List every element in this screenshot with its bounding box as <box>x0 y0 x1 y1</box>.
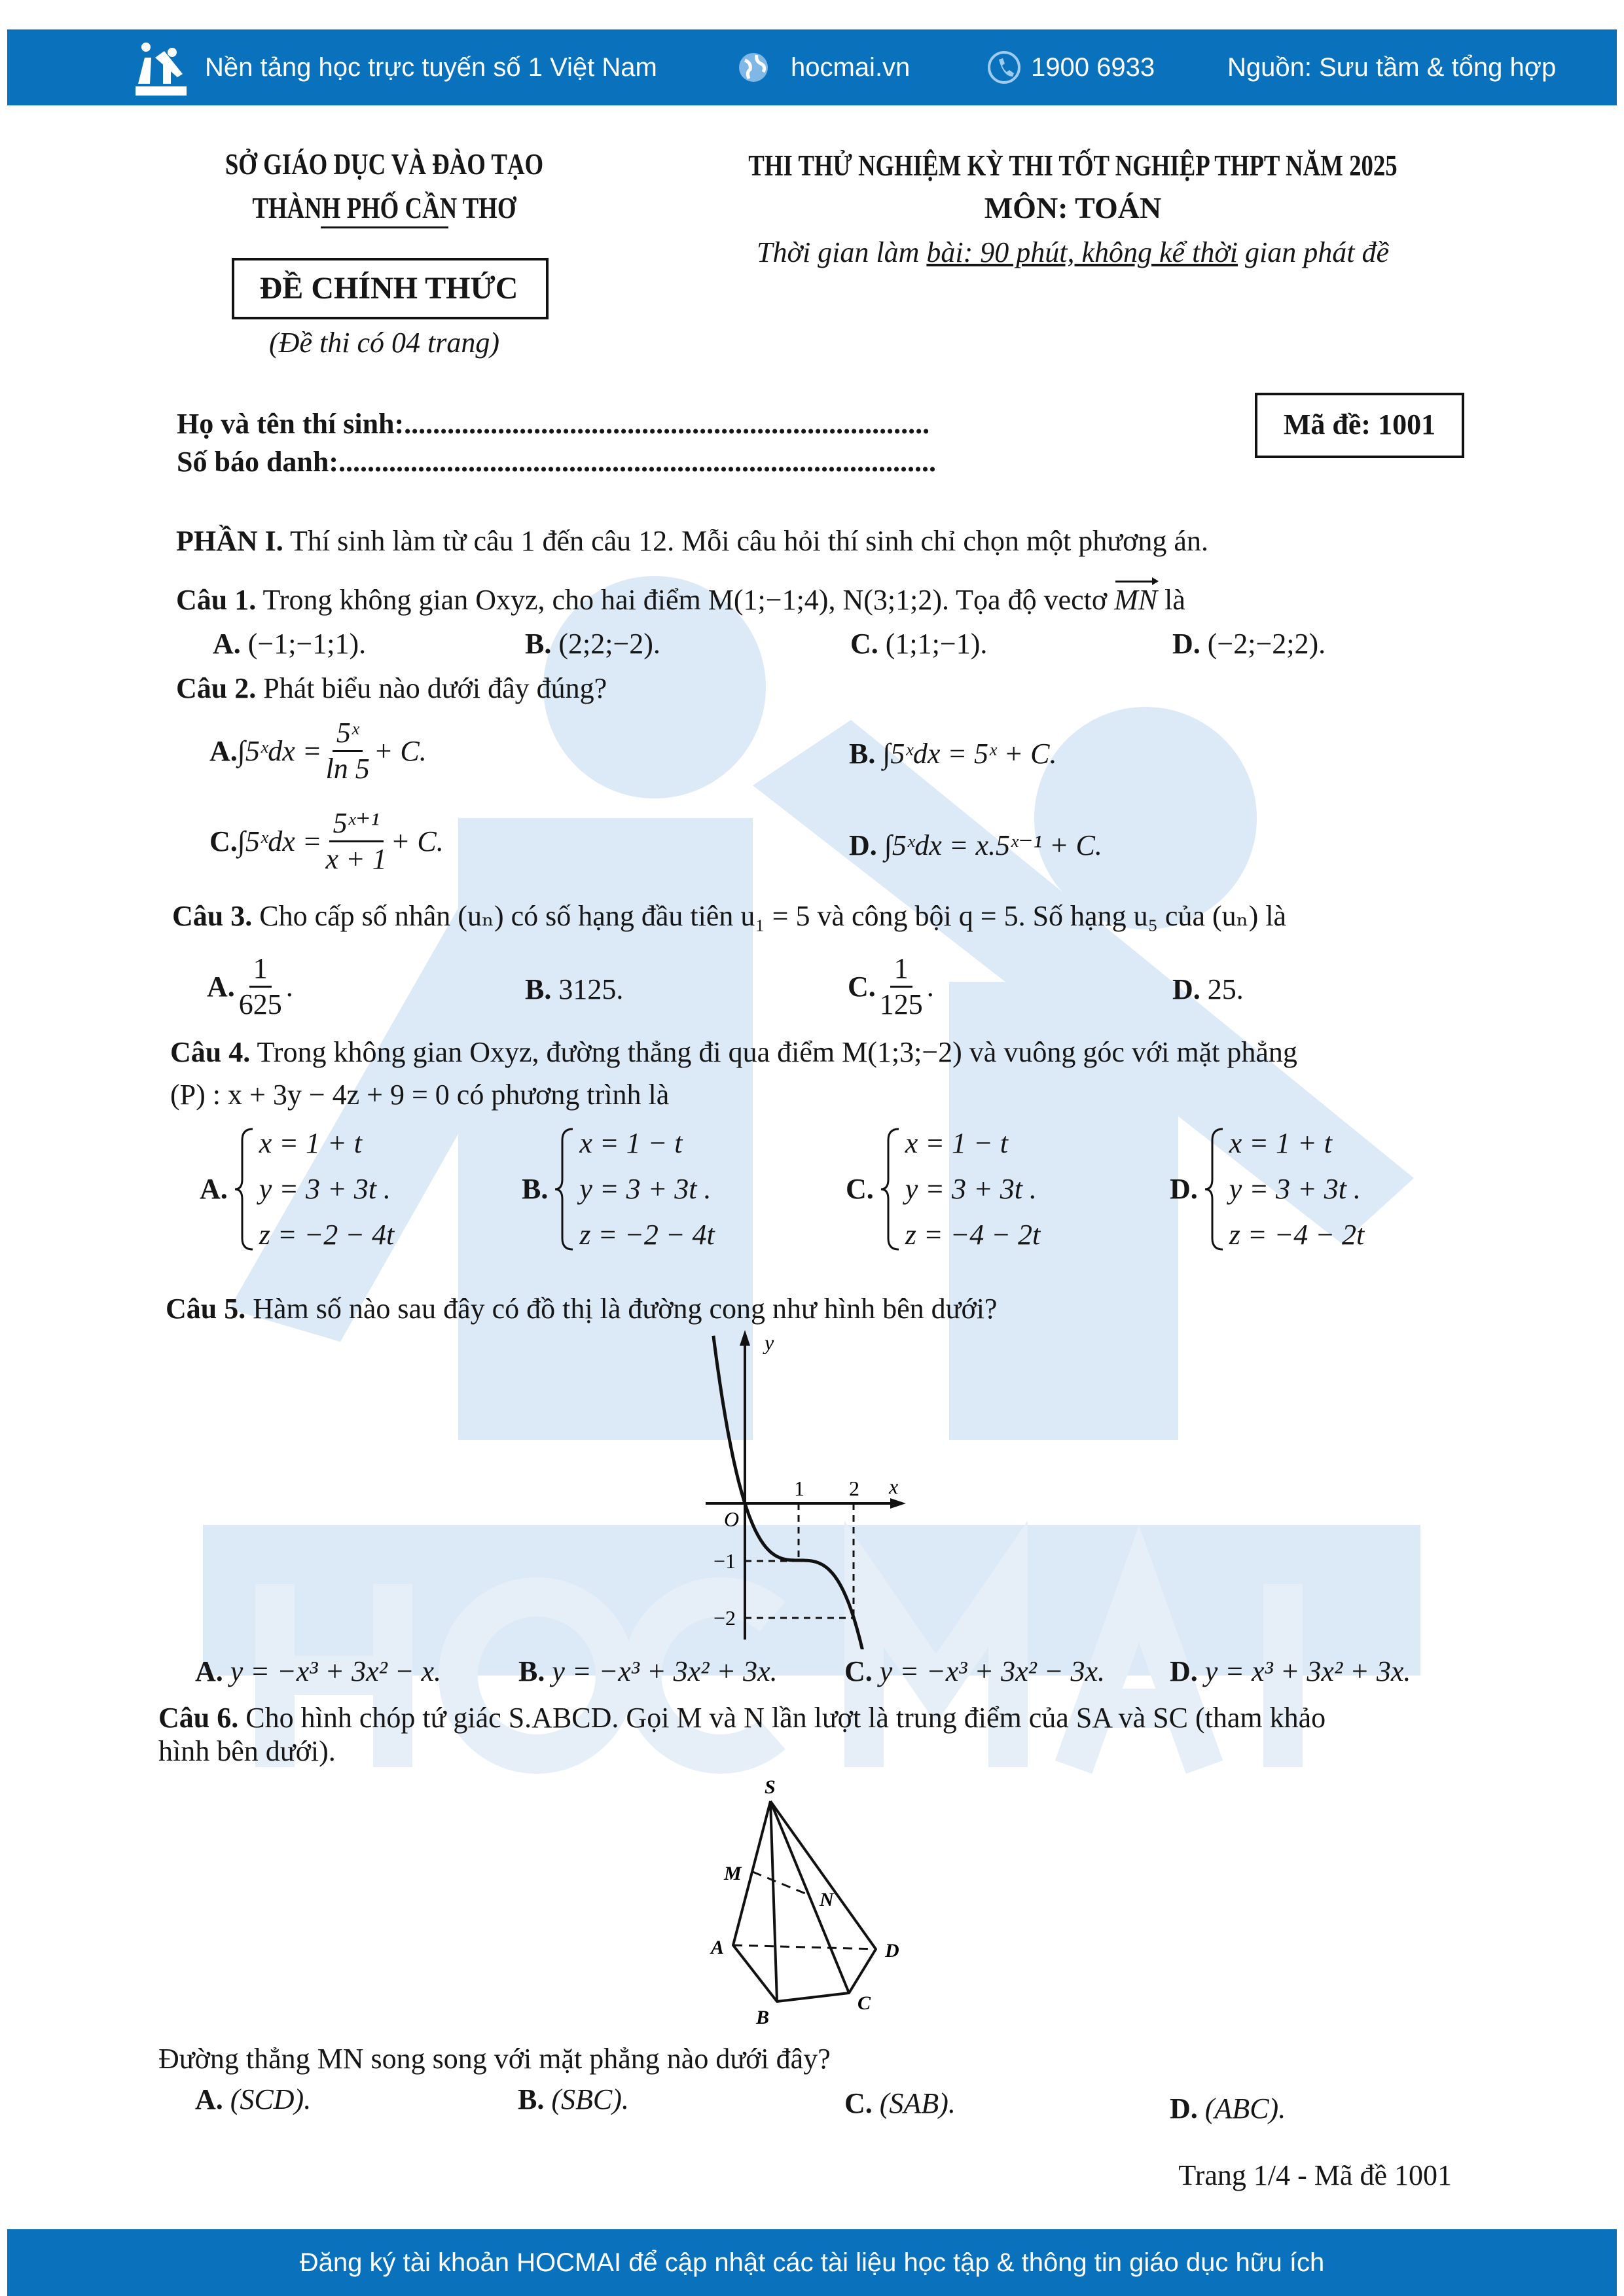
x-tick-1: 1 <box>794 1477 804 1500</box>
q5-option-d[interactable]: D. y = x³ + 3x² + 3x. <box>1170 1655 1411 1687</box>
question-label: Câu 1. <box>176 584 257 616</box>
time-underlined: bài: 90 phút, không kể thời <box>926 236 1238 268</box>
label-c: C <box>857 1992 871 2014</box>
exam-code: Mã đề: 1001 <box>1283 408 1436 440</box>
candidate-name-field[interactable]: Họ và tên thí sinh:......................................................................... <box>177 408 930 440</box>
phone-number[interactable]: 1900 6933 <box>1031 52 1155 82</box>
subject: MÔN: TOÁN <box>984 191 1162 224</box>
dept-line2: THÀNH PHỐ CẦN THƠ <box>252 191 516 224</box>
brace-icon <box>233 1127 255 1251</box>
hocmai-logo-icon <box>132 38 190 97</box>
y-tick-2: −2 <box>713 1606 736 1630</box>
q1-option-c[interactable]: C. (1;1;−1). <box>850 628 988 660</box>
q6-option-c[interactable]: C. (SAB). <box>844 2087 956 2119</box>
edge-ad-hidden <box>733 1945 876 1949</box>
tagline: Nền tảng học trực tuyến số 1 Việt Nam <box>205 52 657 82</box>
y-tick-1: −1 <box>713 1549 736 1573</box>
brace-icon <box>879 1127 901 1251</box>
q2-option-d[interactable]: D. ∫5ˣdx = x.5ˣ⁻¹ + C. <box>849 829 1102 861</box>
time-pre: Thời gian làm <box>756 236 927 268</box>
q3-option-c[interactable]: C. $\frac{1}{125}$ . <box>848 952 934 1020</box>
q2-option-b[interactable]: B. ∫5ˣdx = 5ˣ + C. <box>849 738 1057 770</box>
label-a: A <box>711 1937 725 1958</box>
x-axis-arrow <box>890 1498 906 1509</box>
origin-label: O <box>724 1507 740 1531</box>
question-6-line2: hình bên dưới). <box>158 1735 336 1767</box>
q4-option-c[interactable]: C. x = 1 − t y = 3 + 3t . z = −4 − 2t <box>846 1127 1041 1251</box>
label-m: M <box>724 1863 742 1884</box>
question-text: Trong không gian Oxyz, cho hai điểm M(1;−1;4), N(3;1;2). Tọa độ vectơ <box>256 584 1115 616</box>
bottom-banner <box>7 2229 1617 2296</box>
q1-option-a[interactable]: A. (−1;−1;1). <box>213 628 367 660</box>
q6-option-d[interactable]: D. (ABC). <box>1170 2092 1286 2125</box>
y-axis-arrow <box>740 1330 750 1346</box>
q6-option-a[interactable]: A. (SCD). <box>195 2083 312 2115</box>
q3-option-d[interactable]: D. 25. <box>1172 973 1244 1005</box>
q5-option-c[interactable]: C. y = −x³ + 3x² − 3x. <box>844 1655 1106 1687</box>
question-2: Câu 2. Phát biểu nào dưới đây đúng? <box>176 672 607 704</box>
cubic-graph <box>687 1329 949 1649</box>
time-post: gian phát đề <box>1238 236 1390 268</box>
exam-title: THI THỬ NGHIỆM KỲ THI TỐT NGHIỆP THPT NĂM 2025 <box>748 149 1398 182</box>
vector-mn: MN <box>1114 584 1158 616</box>
function-curve <box>713 1336 868 1649</box>
q4-option-a[interactable]: A. x = 1 + t y = 3 + 3t . z = −2 − 4t <box>200 1127 395 1251</box>
website-link[interactable]: hocmai.vn <box>791 52 911 82</box>
label-n: N <box>820 1889 834 1910</box>
question-3: Câu 3. Cho cấp số nhân (uₙ) có số hạng đầu tiên u₁ = 5 và công bội q = 5. Số hạng u₅ của (uₙ) là <box>172 900 1287 932</box>
q5-option-a[interactable]: A. y = −x³ + 3x² − x. <box>195 1655 442 1687</box>
pyramid-figure <box>687 1774 962 2036</box>
label-b: B <box>756 2007 770 2028</box>
pages-note: (Đề thi có 04 trang) <box>269 327 499 359</box>
q2-option-c[interactable]: C. ∫5ˣdx = $\frac{\text{5ˣ⁺¹}}{x + 1}$ + C. <box>209 807 444 875</box>
q4-option-b[interactable]: B. x = 1 − t y = 3 + 3t . z = −2 − 4t <box>522 1127 715 1251</box>
q4-option-d[interactable]: D. x = 1 + t y = 3 + 3t . z = −4 − 2t <box>1170 1127 1365 1251</box>
footer-text[interactable]: Đăng ký tài khoản HOCMAI để cập nhật các tài liệu học tập & thông tin giáo dục hữu ích <box>299 2248 1325 2277</box>
time-note <box>757 238 1389 267</box>
source-note: Nguồn: Sưu tầm & tổng hợp <box>1227 52 1557 82</box>
q6-option-b[interactable]: B. (SBC). <box>518 2083 629 2115</box>
q2-option-a[interactable]: A. ∫5ˣdx = $\frac{\text{5ˣ}}{\ln 5}$ + C. <box>209 717 427 785</box>
globe-icon <box>737 29 770 105</box>
page-number: Trang 1/4 - Mã đề 1001 <box>1178 2159 1452 2191</box>
q3-option-b[interactable]: B. 3125. <box>525 973 624 1005</box>
phone-icon <box>986 29 1022 105</box>
question-6-prompt: Đường thẳng MN song song với mặt phẳng nào dưới đây? <box>158 2043 831 2075</box>
x-axis-label: x <box>889 1475 899 1498</box>
edge-sb <box>770 1801 777 2001</box>
question-1 <box>176 586 1185 615</box>
hocmai-logo <box>132 29 190 105</box>
official-label: ĐỀ CHÍNH THỨC <box>259 271 518 306</box>
brace-icon <box>553 1127 575 1251</box>
question-4-line2: (P) : x + 3y − 4z + 9 = 0 có phương trình là <box>170 1079 670 1111</box>
dept-line1: SỞ GIÁO DỤC VÀ ĐÀO TẠO <box>225 147 544 181</box>
label-d: D <box>885 1940 899 1962</box>
part1-instruction <box>176 527 1208 556</box>
edge-sa-ab-bc-cd-ds <box>733 1801 876 2001</box>
question-6: Câu 6. Cho hình chóp tứ giác S.ABCD. Gọi M và N lần lượt là trung điểm của SA và SC (tham khảo <box>158 1702 1326 1734</box>
y-axis-label: y <box>765 1331 774 1354</box>
candidate-id-field[interactable]: Số báo danh:................................................................................... <box>177 446 937 478</box>
brace-icon <box>1203 1127 1225 1251</box>
q1-option-d[interactable]: D. (−2;−2;2). <box>1172 628 1326 660</box>
q3-option-a[interactable]: A. $\frac{1}{625}$ . <box>207 952 293 1020</box>
part-label: PHẦN I. <box>176 525 283 557</box>
q5-option-b[interactable]: B. y = −x³ + 3x² + 3x. <box>518 1655 778 1687</box>
question-text-end: là <box>1157 584 1185 616</box>
x-tick-2: 2 <box>849 1477 859 1500</box>
label-s: S <box>765 1776 776 1798</box>
part-text: Thí sinh làm từ câu 1 đến câu 12. Mỗi câu hỏi thí sinh chỉ chọn một phương án. <box>283 525 1208 557</box>
top-banner <box>7 29 1617 105</box>
question-5: Câu 5. Hàm số nào sau đây có đồ thị là đường cong như hình bên dưới? <box>166 1293 998 1325</box>
q1-option-b[interactable]: B. (2;2;−2). <box>525 628 660 660</box>
question-4: Câu 4. Trong không gian Oxyz, đường thẳng đi qua điểm M(1;3;−2) và vuông góc với mặt phẳng <box>170 1036 1297 1068</box>
divider <box>321 226 448 228</box>
